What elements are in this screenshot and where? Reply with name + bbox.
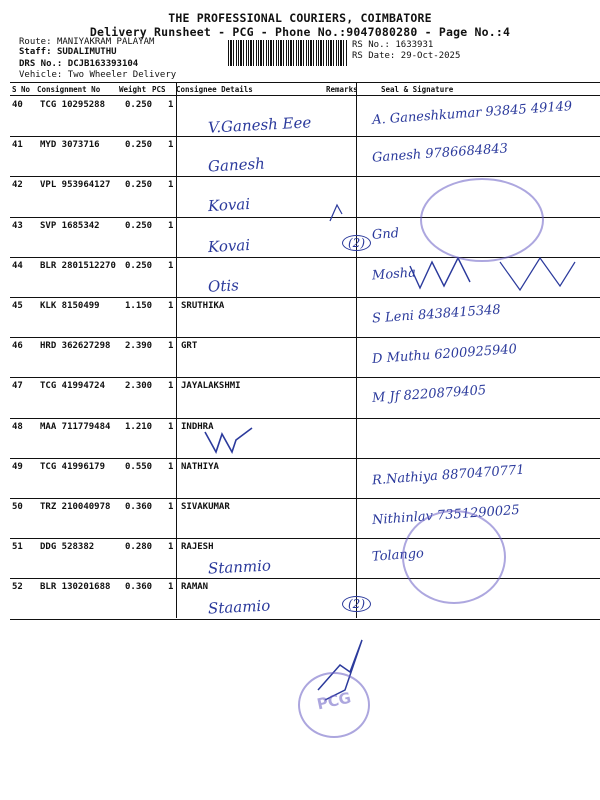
- handwritten-consignee: Ganesh: [207, 154, 266, 176]
- handwritten-consignee: Stanmio: [207, 556, 272, 578]
- row-weight: 2.390: [125, 341, 153, 352]
- row-pcs: 1: [168, 381, 174, 392]
- row-sno: 42: [12, 180, 23, 191]
- rs-no-value: 1633931: [395, 40, 434, 50]
- row-pcs: 1: [168, 421, 174, 432]
- row-sno: 48: [12, 421, 23, 432]
- row-pcs: 1: [168, 582, 174, 593]
- row44-signature-scribble-2: [500, 258, 575, 290]
- pcg-stamp: [298, 672, 370, 738]
- handwritten-signature: M Jf 8220879405: [371, 383, 487, 407]
- col-weight: Weight: [119, 85, 147, 94]
- handwritten-signature: Nithinlav 7351290025: [371, 502, 521, 529]
- row-pcs: 1: [168, 180, 174, 191]
- handwritten-signature: R.Nathiya 8870470771: [371, 462, 526, 489]
- row-weight: 0.250: [125, 100, 153, 110]
- runsheet-title: Delivery Runsheet - PCG - Phone No.:9047080280 - Page No.:4: [89, 25, 511, 39]
- row-pcs: 1: [168, 341, 174, 352]
- row-sno: 46: [12, 341, 23, 352]
- row-consignment-no: DDG 528382: [40, 542, 95, 553]
- col-sno: S No: [12, 85, 31, 94]
- row-consignment-no: SVP 1685342: [40, 220, 100, 231]
- row-consignment-no: KLK 8150499: [40, 301, 100, 311]
- company-stamp-row42: [420, 178, 544, 262]
- indhra-signature: [205, 428, 252, 452]
- handwritten-consignee: Kovai: [207, 195, 251, 216]
- row-consignment-no: TCG 41996179: [40, 461, 106, 472]
- vehicle-value: Two Wheeler Delivery: [67, 70, 177, 80]
- row-weight: 0.280: [125, 542, 153, 553]
- row-weight: 0.250: [125, 260, 153, 271]
- handwritten-signature: Mosha: [371, 265, 417, 284]
- handwritten-consignee: V.Ganesh Eee: [207, 113, 312, 137]
- row-weight: 1.210: [125, 421, 153, 432]
- row-consignee: GRT: [181, 341, 198, 352]
- row-consignment-no: HRD 362627298: [40, 341, 111, 352]
- row-pcs: 1: [168, 260, 174, 271]
- handwritten-signature: Gnd: [371, 225, 400, 243]
- row-sno: 40: [12, 100, 23, 110]
- handwritten-signature: Tolango: [371, 546, 425, 565]
- row-consignment-no: TCG 41994724: [40, 381, 106, 392]
- rs-date-value: 29-Oct-2025: [400, 51, 461, 61]
- row-consignee: SRUTHIKA: [181, 301, 225, 311]
- drs-value: DCJB163393104: [67, 59, 139, 69]
- col-seal: Seal & Signature: [381, 85, 454, 94]
- row-weight: 0.250: [125, 180, 153, 191]
- row-weight: 0.360: [125, 502, 153, 512]
- row-sno: 41: [12, 140, 23, 151]
- staff-label: Staff:: [19, 47, 52, 57]
- route-value: MANIYAKRAM PALAYAM: [56, 37, 155, 47]
- row-consignment-no: BLR 2801512270: [40, 260, 116, 271]
- handwritten-remark: (2): [342, 235, 371, 251]
- handwritten-signature: A. Ganeshkumar 93845 49149: [371, 99, 573, 128]
- col-remarks: Remarks: [326, 85, 358, 94]
- company-stamp-row51: [402, 510, 506, 604]
- row-consignee: SIVAKUMAR: [181, 502, 230, 512]
- handwritten-consignee: Staamio: [207, 596, 271, 619]
- row-consignment-no: TRZ 210040978: [40, 502, 111, 512]
- row-weight: 0.250: [125, 220, 153, 231]
- row-weight: 0.250: [125, 140, 153, 151]
- row-sno: 44: [12, 260, 23, 271]
- pcg-stamp-text: PCG: [315, 688, 353, 714]
- row-consignment-no: VPL 953964127: [40, 180, 111, 191]
- drs-label: DRS No.:: [19, 59, 63, 69]
- row43-tick: [330, 205, 342, 221]
- row-weight: 0.550: [125, 461, 153, 472]
- staff-value: SUDALIMUTHU: [56, 47, 117, 57]
- row-consignment-no: TCG 10295288: [40, 100, 106, 110]
- row-consignment-no: BLR 130201688: [40, 582, 111, 593]
- route-label: Route:: [19, 37, 52, 47]
- row-pcs: 1: [168, 140, 174, 151]
- rs-no-label: RS No.:: [352, 40, 390, 50]
- row-weight: 0.360: [125, 582, 153, 593]
- handwritten-remark: (2): [342, 596, 371, 612]
- row-pcs: 1: [168, 461, 174, 472]
- col-consignee: Consignee Details: [176, 85, 253, 94]
- col-pcs: PCS: [152, 85, 166, 94]
- handwritten-consignee: Otis: [207, 276, 240, 296]
- row44-signature-scribble: [410, 258, 470, 288]
- row-pcs: 1: [168, 502, 174, 512]
- row-sno: 51: [12, 542, 23, 553]
- row-consignee: JAYALAKSHMI: [181, 381, 241, 392]
- row-weight: 1.150: [125, 301, 153, 311]
- row-pcs: 1: [168, 542, 174, 553]
- row-sno: 43: [12, 220, 23, 231]
- row-consignment-no: MYD 3073716: [40, 140, 100, 151]
- handwritten-signature: Ganesh 9786684843: [371, 141, 509, 166]
- row-consignee: RAJESH: [181, 542, 214, 553]
- rs-date-label: RS Date:: [352, 51, 396, 61]
- row-consignee: INDHRA: [181, 421, 214, 432]
- row-sno: 47: [12, 381, 23, 392]
- row-consignment-no: MAA 711779484: [40, 421, 111, 432]
- row-sno: 52: [12, 582, 23, 593]
- row-sno: 45: [12, 301, 23, 311]
- handwritten-consignee: Kovai: [207, 235, 251, 256]
- row-consignee: RAMAN: [181, 582, 209, 593]
- row-sno: 50: [12, 502, 23, 512]
- row-pcs: 1: [168, 100, 174, 110]
- handwritten-signature: D Muthu 6200925940: [371, 342, 518, 368]
- row-pcs: 1: [168, 301, 174, 311]
- handwritten-signature: S Leni 8438415348: [371, 302, 502, 327]
- company-name: THE PROFESSIONAL COURIERS, COIMBATORE: [168, 11, 432, 25]
- row-pcs: 1: [168, 220, 174, 231]
- row-sno: 49: [12, 461, 23, 472]
- row-weight: 2.300: [125, 381, 153, 392]
- vehicle-label: Vehicle:: [19, 70, 63, 80]
- row-consignee: NATHIYA: [181, 461, 219, 472]
- col-consignment: Consignment No: [37, 85, 101, 94]
